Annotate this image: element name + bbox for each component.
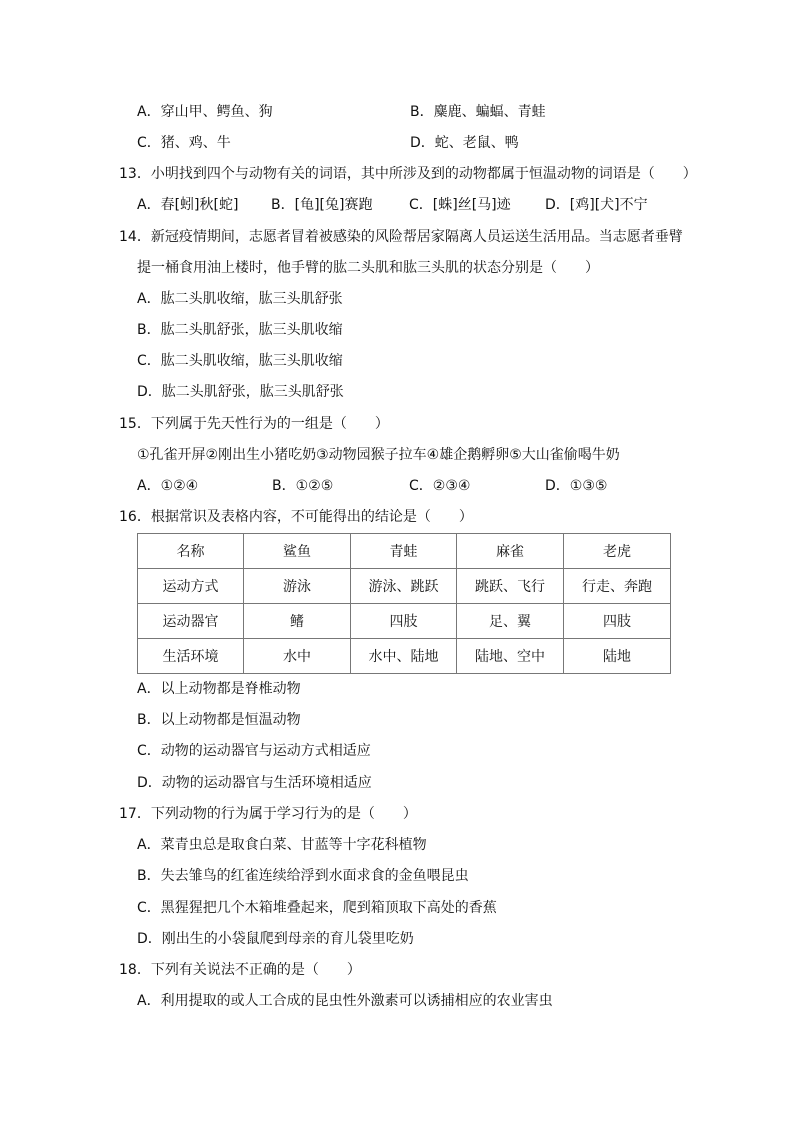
q15-option-a: A．①②④ [137,478,199,494]
q15-stem: 15．下列属于先天性行为的一组是（ ） [119,416,389,432]
q17-option-b: B．失去雏鸟的红雀连续给浮到水面求食的金鱼喂昆虫 [137,868,469,884]
table-row [138,534,671,569]
table-cell: 麻雀 [457,534,564,569]
q15-option-c: C．②③④ [409,478,471,494]
q12-option-a: A．穿山甲、鳄鱼、狗 [137,104,273,120]
q17-option-c: C．黑猩猩把几个木箱堆叠起来，爬到箱顶取下高处的香蕉 [137,900,497,916]
q12-option-c: C．猪、鸡、牛 [137,135,231,151]
q18-option-a: A．利用提取的或人工合成的昆虫性外激素可以诱捕相应的农业害虫 [137,993,553,1009]
q12-option-b: B．麋鹿、蝙蝠、青蛙 [410,104,546,120]
q13-option-b: B．[龟][兔]赛跑 [271,197,373,213]
table-row [138,569,671,604]
table-cell: 青蛙 [351,534,457,569]
table-cell: 水中 [244,639,351,674]
q12-option-d: D．蛇、老鼠、鸭 [410,135,519,151]
q15-items: ①孔雀开屏②刚出生小猪吃奶③动物园猴子拉车④雄企鹅孵卵⑤大山雀偷喝牛奶 [137,447,620,463]
table-cell: 跳跃、飞行 [457,569,564,604]
table-row [138,604,671,639]
q17-stem: 17．下列动物的行为属于学习行为的是（ ） [119,806,417,822]
table-cell: 行走、奔跑 [564,569,671,604]
q18-stem: 18．下列有关说法不正确的是（ ） [119,962,361,978]
table-cell: 足、翼 [457,604,564,639]
q13-stem: 13．小明找到四个与动物有关的词语，其中所涉及到的动物都属于恒温动物的词语是（ ） [119,166,697,182]
q16-table [137,533,671,674]
table-cell: 游泳、跳跃 [351,569,457,604]
q15-option-b: B．①②⑤ [272,478,334,494]
q16-option-c: C．动物的运动器官与运动方式相适应 [137,743,371,759]
table-cell: 老虎 [564,534,671,569]
q12-options-row-2 [0,133,794,153]
table-cell: 陆地、空中 [457,639,564,674]
q15-option-d: D．①③⑤ [545,478,608,494]
q16-option-d: D．动物的运动器官与生活环境相适应 [137,775,372,791]
table-cell: 鳍 [244,604,351,639]
q13-option-a: A．春[蚓]秋[蛇] [137,197,239,213]
q14-option-b: B．肱二头肌舒张，肱三头肌收缩 [137,322,343,338]
table-cell: 四肢 [351,604,457,639]
q17-option-d: D．刚出生的小袋鼠爬到母亲的育儿袋里吃奶 [137,931,414,947]
q14-option-a: A．肱二头肌收缩，肱三头肌舒张 [137,291,343,307]
table-row [138,639,671,674]
q16-option-a: A．以上动物都是脊椎动物 [137,681,301,697]
q16-stem: 16．根据常识及表格内容，不可能得出的结论是（ ） [119,509,473,525]
q16-option-b: B．以上动物都是恒温动物 [137,712,301,728]
table-cell: 运动器官 [138,604,244,639]
q14-stem-line1: 14．新冠疫情期间，志愿者冒着被感染的风险帮居家隔离人员运送生活用品。当志愿者垂臂 [119,229,683,245]
q13-option-c: C．[蛛]丝[马]迹 [409,197,511,213]
table-cell: 鲨鱼 [244,534,351,569]
table-cell: 四肢 [564,604,671,639]
q15-options [0,476,794,496]
table-cell: 陆地 [564,639,671,674]
q14-option-c: C．肱二头肌收缩，肱三头肌收缩 [137,353,343,369]
q12-options-row-1 [0,102,794,122]
q14-stem-line2: 提一桶食用油上楼时，他手臂的肱二头肌和肱三头肌的状态分别是（ ） [137,260,599,276]
table-cell: 运动方式 [138,569,244,604]
table-cell: 名称 [138,534,244,569]
q13-options [0,195,794,215]
q17-option-a: A．菜青虫总是取食白菜、甘蓝等十字花科植物 [137,837,427,853]
table-cell: 水中、陆地 [351,639,457,674]
table-cell: 生活环境 [138,639,244,674]
q14-option-d: D．肱二头肌舒张，肱三头肌舒张 [137,384,344,400]
q13-option-d: D．[鸡][犬]不宁 [545,197,648,213]
table-cell: 游泳 [244,569,351,604]
